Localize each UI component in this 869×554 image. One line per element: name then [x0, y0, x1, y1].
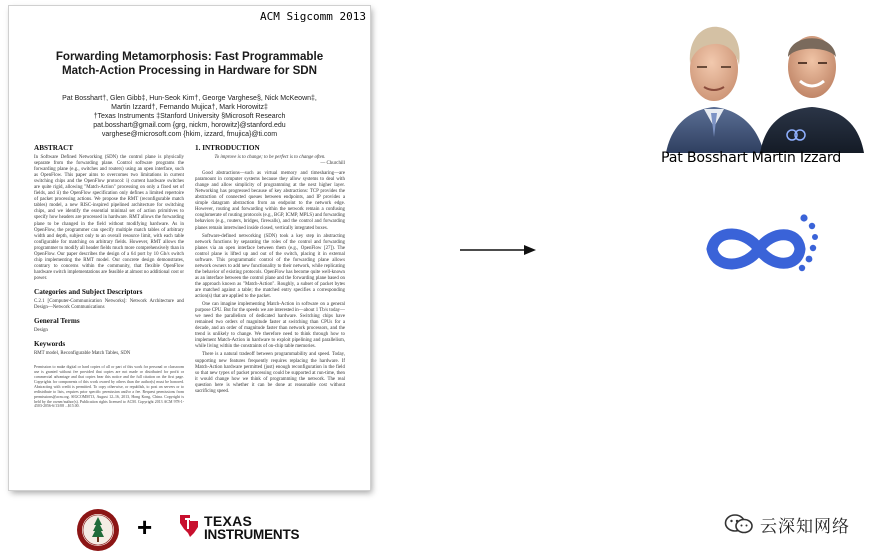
stanford-seal-logo	[76, 508, 120, 552]
paper-title	[29, 50, 350, 78]
person-name: Pat Bosshart	[661, 150, 748, 166]
paper-title-line: Forwarding Metamorphosis: Fast Programmable	[55, 50, 324, 63]
right-arrow-icon	[460, 244, 536, 256]
keywords-text: RMT model, Reconfigurable Match Tables, SDN	[34, 351, 131, 357]
introduction-heading: 1. INTRODUCTION	[195, 144, 260, 152]
venue-label: ACM Sigcomm 2013	[260, 10, 366, 23]
categories-heading: Categories and Subject Descriptors	[34, 287, 143, 296]
person-photo-left	[666, 27, 764, 153]
person-name: Martin Izzard	[751, 150, 842, 166]
author-names	[661, 150, 869, 166]
keywords-heading: Keywords	[34, 340, 66, 349]
paper-authors	[27, 94, 352, 139]
paper-right-column	[195, 144, 345, 489]
author-line: Martin Izzard†, Fernando Mujica†, Mark Horowitz‡	[111, 104, 268, 111]
general-terms-heading: General Terms	[34, 317, 80, 326]
paper-left-column	[34, 144, 184, 489]
intro-paragraph: Software-defined networking (SDN) took a key step in abstracting network functions by separating the roles of the control and forwarding planes via an open interface between them (e.g., OpenFlow [27]). The control plane is lifted up and out of the switch, placing it in external software. This programmatic control of the forwarding plane allows network owners to add new functionality to their network, while replicating the behavior of existing protocols. OpenFlow has become quite well-known as an interface between the control plane and the forwarding plane based on the approach known as "Match-Action". Roughly, a subset of packet bytes are matched against a table; the matched entry specifies a corresponding action(s) that are applied to the packet.	[195, 233, 345, 300]
ti-line2: INSTRUMENTS	[204, 527, 300, 542]
wechat-watermark	[724, 512, 850, 536]
plus-sign: +	[137, 512, 153, 542]
categories-text: C.2.1 [Computer-Communication Networks]: Network Architecture and Design—Network Communications	[34, 298, 184, 311]
texas-instruments-state-icon	[178, 513, 200, 539]
p4-infinity-logo-icon	[700, 210, 818, 288]
permission-notice: Permission to make digital or hard copies of all or part of this work for personal or classroom use is granted without fee provided that copies are not made or distributed for profit or commercial advantage and that copies bear this notice and the full citation on the first page. Copyrights for components of this work owned by others than the author(s) must be honored. Abstracting with credit is permitted. To copy otherwise, or republish, to post on servers or to redistribute to lists, requires prior specific permission and/or a fee. Request permissions from permissions@acm.org. SIGCOMM'13, August 12–16, 2013, Hong Kong, China. Copyright is held by the owner/author(s). Publication rights licensed to ACM. Copyright 2013 ACM 978-1-4503-2056-6/13/08 ...$15.00.	[34, 365, 184, 409]
author-line: †Texas Instruments ‡Stanford University §Microsoft Research	[93, 113, 286, 120]
person-photo-right	[760, 36, 864, 153]
epigraph-text: To improve is to change; to be perfect is to change often.	[214, 155, 326, 160]
intro-paragraph: One can imagine implementing Match-Action in software on a general purpose CPU. But for the speeds we are interested in—about 1 Tb/s today—we need the parallelism of dedicated hardware. Switching chips have remained two orders of magnitude faster at switching than CPUs for a decade, and an order of magnitude faster than network processors, and the trend is unlikely to change. We therefore need to think through how to implement Match-Action in hardware to exploit pipelining and parallelism, while living within the constraints of on-chip table memories.	[195, 302, 345, 350]
abstract-text: In Software Defined Networking (SDN) the control plane is physically separate from the forwarding plane. Control software programs the forwarding plane (e.g., switches and routers) using an open interface, such as OpenFlow. This paper aims to overcomes two limitations in current switching chips and the OpenFlow protocol: i) current hardware switches are quite rigid, allowing "Match-Action" processing on only a fixed set of fields, and ii) the OpenFlow specification only defines a limited repertoire of packet processing actions. We propose the RMT (reconfigurable match tables) model, a new RISC-inspired pipelined architecture for switching chips, and we identify the essential minimal set of action primitives to specify how headers are processed in hardware. RMT allows the forwarding plane to be changed in the field without modifying hardware. As in OpenFlow, the programmer can specify multiple match tables of arbitrary width and depth, subject only to an overall resource limit, with each table configurable for matching on arbitrary fields. However, RMT allows the programmer to modify all header fields much more comprehensively than in OpenFlow. Our paper describes the design of a 64 port by 10 Gb/s switch chip implementing the RMT model. Our concrete design demonstrates, contrary to concerns within the community, that flexible OpenFlow hardware switch implementations are feasible at almost no additional cost or power.	[34, 155, 184, 281]
epigraph-author: — Churchill	[320, 161, 345, 167]
author-line: pat.bosshart@gmail.com {grg, nickm, horowitz}@stanford.edu	[93, 122, 286, 129]
author-line: Pat Bosshart†, Glen Gibb‡, Hun-Seok Kim†, George Varghese§, Nick McKeown‡,	[62, 95, 317, 102]
wechat-icon	[724, 513, 754, 535]
watermark-text: 云深知网络	[760, 516, 850, 537]
author-line: varghese@microsoft.com {hkim, izzard, fmujica}@ti.com	[101, 131, 278, 138]
paper-page	[9, 6, 370, 490]
abstract-heading: ABSTRACT	[34, 144, 74, 152]
authors-photo	[664, 17, 864, 153]
epigraph	[195, 155, 345, 167]
general-terms-text: Design	[34, 328, 48, 334]
intro-paragraph: There is a natural tradeoff between programmability and speed. Today, supporting new features frequently requires replacing the hardware. If Match-Action hardware permitted (just) enough reconfiguration in the field so that new types of packet processing could be supported at run-time, then it would change how we think of programming the network. The real question here is whether it can be done at reasonable cost without sacrificing speed.	[195, 352, 345, 394]
ti-line1: TEXAS	[204, 513, 253, 529]
intro-paragraph: Good abstractions—such as virtual memory and timesharing—are paramount in computer systems because they allow systems to deal with change and allow simplicity of programming at the next higher layer. Networking has progressed because of key abstractions: TCP provides the abstraction of connected queues between endpoints, and IP provides a simple datagram abstraction from an endpoint to the network edge. However, routing and forwarding within the network remain a confusing conglomerate of routing protocols (e.g., BGP, ICMP, MPLS) and forwarding behaviors (e.g., routers, bridges, firewalls), and the control and forwarding planes remain intertwined inside closed, vertically integrated boxes.	[195, 171, 345, 231]
paper-title-line: Match-Action Processing in Hardware for SDN	[61, 64, 318, 77]
texas-instruments-wordmark	[204, 514, 299, 542]
